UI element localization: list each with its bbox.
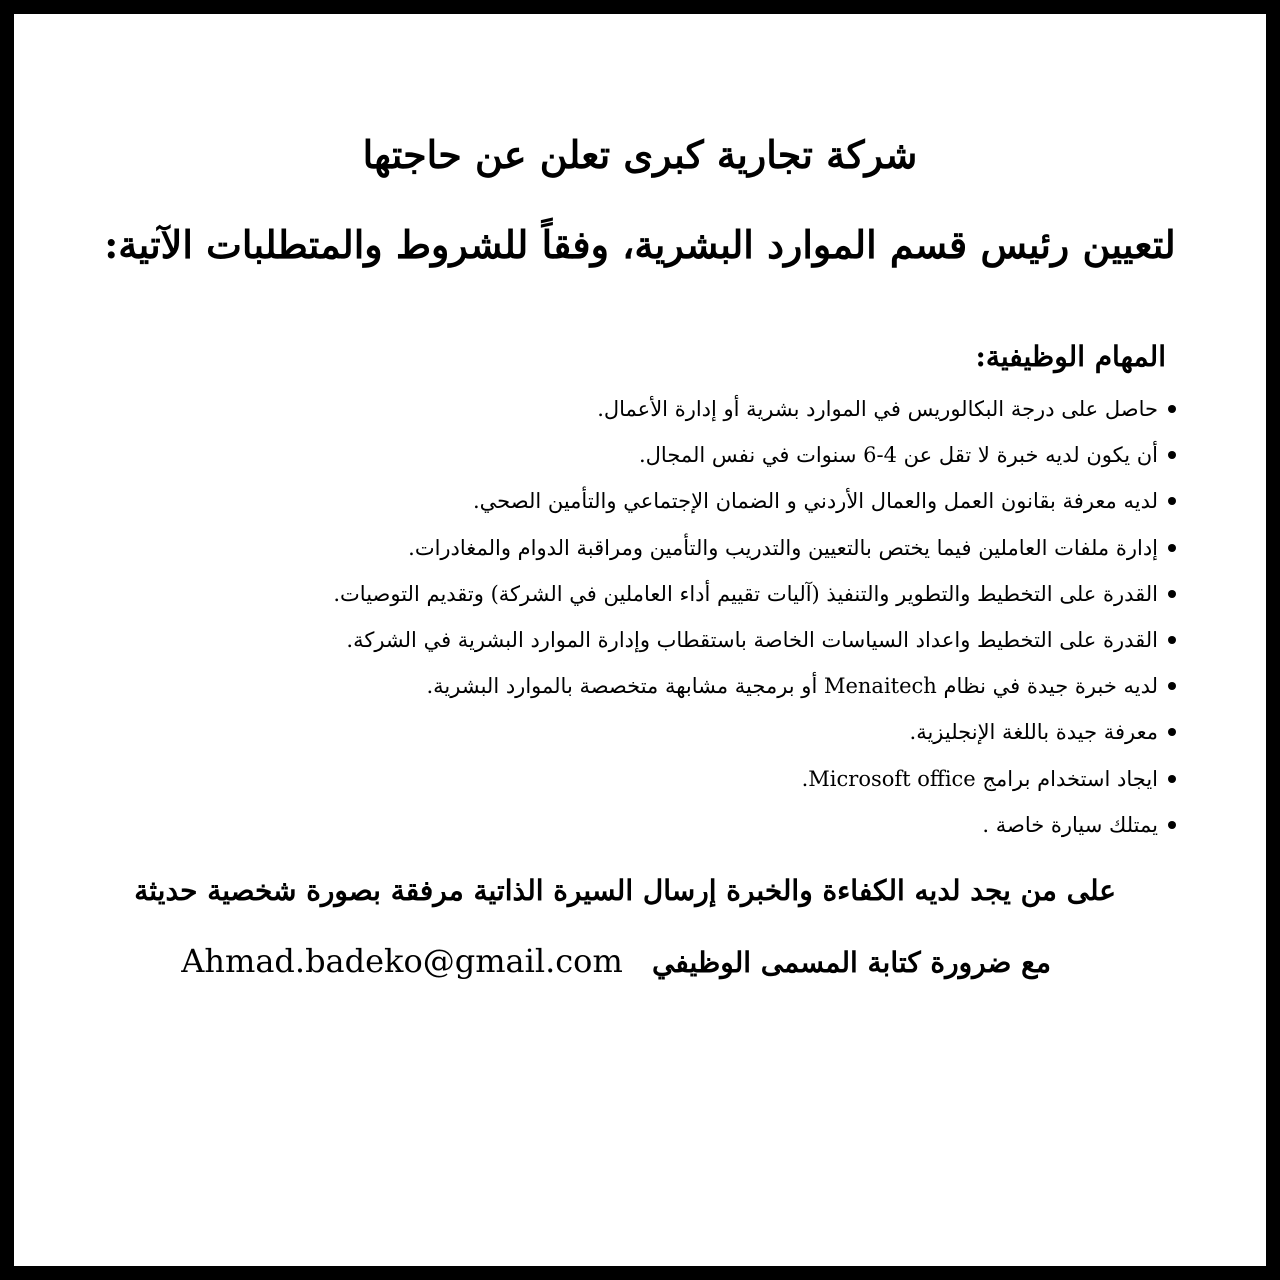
bullet-icon [1168,544,1176,552]
closing-line-2 [181,942,1051,980]
bullet-icon [1168,497,1176,505]
headline-line-1: شركة تجارية كبرى تعلن عن حاجتها [362,132,918,177]
bullet-icon [1168,682,1176,690]
task-text: لديه خبرة جيدة في نظام Menaitech أو برمجية مشابهة متخصصة بالموارد البشرية. [426,674,1158,699]
closing-line-1: على من يجد لديه الكفاءة والخبرة إرسال السيرة الذاتية مرفقة بصورة شخصية حديثة [134,874,1116,907]
task-text: أن يكون لديه خبرة لا تقل عن 4-6 سنوات في نفس المجال. [639,443,1158,468]
task-text: حاصل على درجة البكالوريس في الموارد بشرية أو إدارة الأعمال. [597,397,1158,421]
task-text: ايجاد استخدام برامج Microsoft office. [801,766,1158,791]
bullet-icon [1168,775,1176,783]
task-text: لديه معرفة بقانون العمل والعمال الأردني و الضمان الإجتماعي والتأمين الصحي. [473,489,1158,514]
bullet-icon [1168,590,1176,598]
task-text: القدرة على التخطيط والتطوير والتنفيذ (آليات تقييم أداء العاملين في الشركة) وتقديم التوصيات. [333,581,1158,606]
task-item [176,756,1176,802]
closing-instruction: مع ضرورة كتابة المسمى الوظيفي [652,946,1051,979]
task-item [176,432,1176,478]
task-text: يمتلك سيارة خاصة . [982,812,1158,837]
bullet-icon [1168,405,1176,413]
task-item [176,709,1176,755]
bullet-icon [1168,451,1176,459]
task-item [176,617,1176,663]
task-item [176,478,1176,524]
bullet-icon [1168,821,1176,829]
task-text: معرفة جيدة باللغة الإنجليزية. [909,720,1158,745]
task-item [176,571,1176,617]
task-text: إدارة ملفات العاملين فيما يختص بالتعيين والتدريب والتأمين ومراقبة الدوام والمغادرات. [408,535,1158,560]
email-address: Ahmad.badeko@gmail.com [181,942,623,980]
task-text: القدرة على التخطيط واعداد السياسات الخاصة باستقطاب وإدارة الموارد البشرية في الشركة. [346,627,1158,652]
task-item [176,386,1176,432]
task-item [176,663,1176,709]
headline-line-2: لتعيين رئيس قسم الموارد البشرية، وفقاً للشروط والمتطلبات الآتية: [104,222,1176,267]
task-list [176,386,1176,848]
bullet-icon [1168,728,1176,736]
bullet-icon [1168,636,1176,644]
task-item [176,525,1176,571]
task-item [176,802,1176,848]
tasks-heading: المهام الوظيفية: [975,340,1166,373]
